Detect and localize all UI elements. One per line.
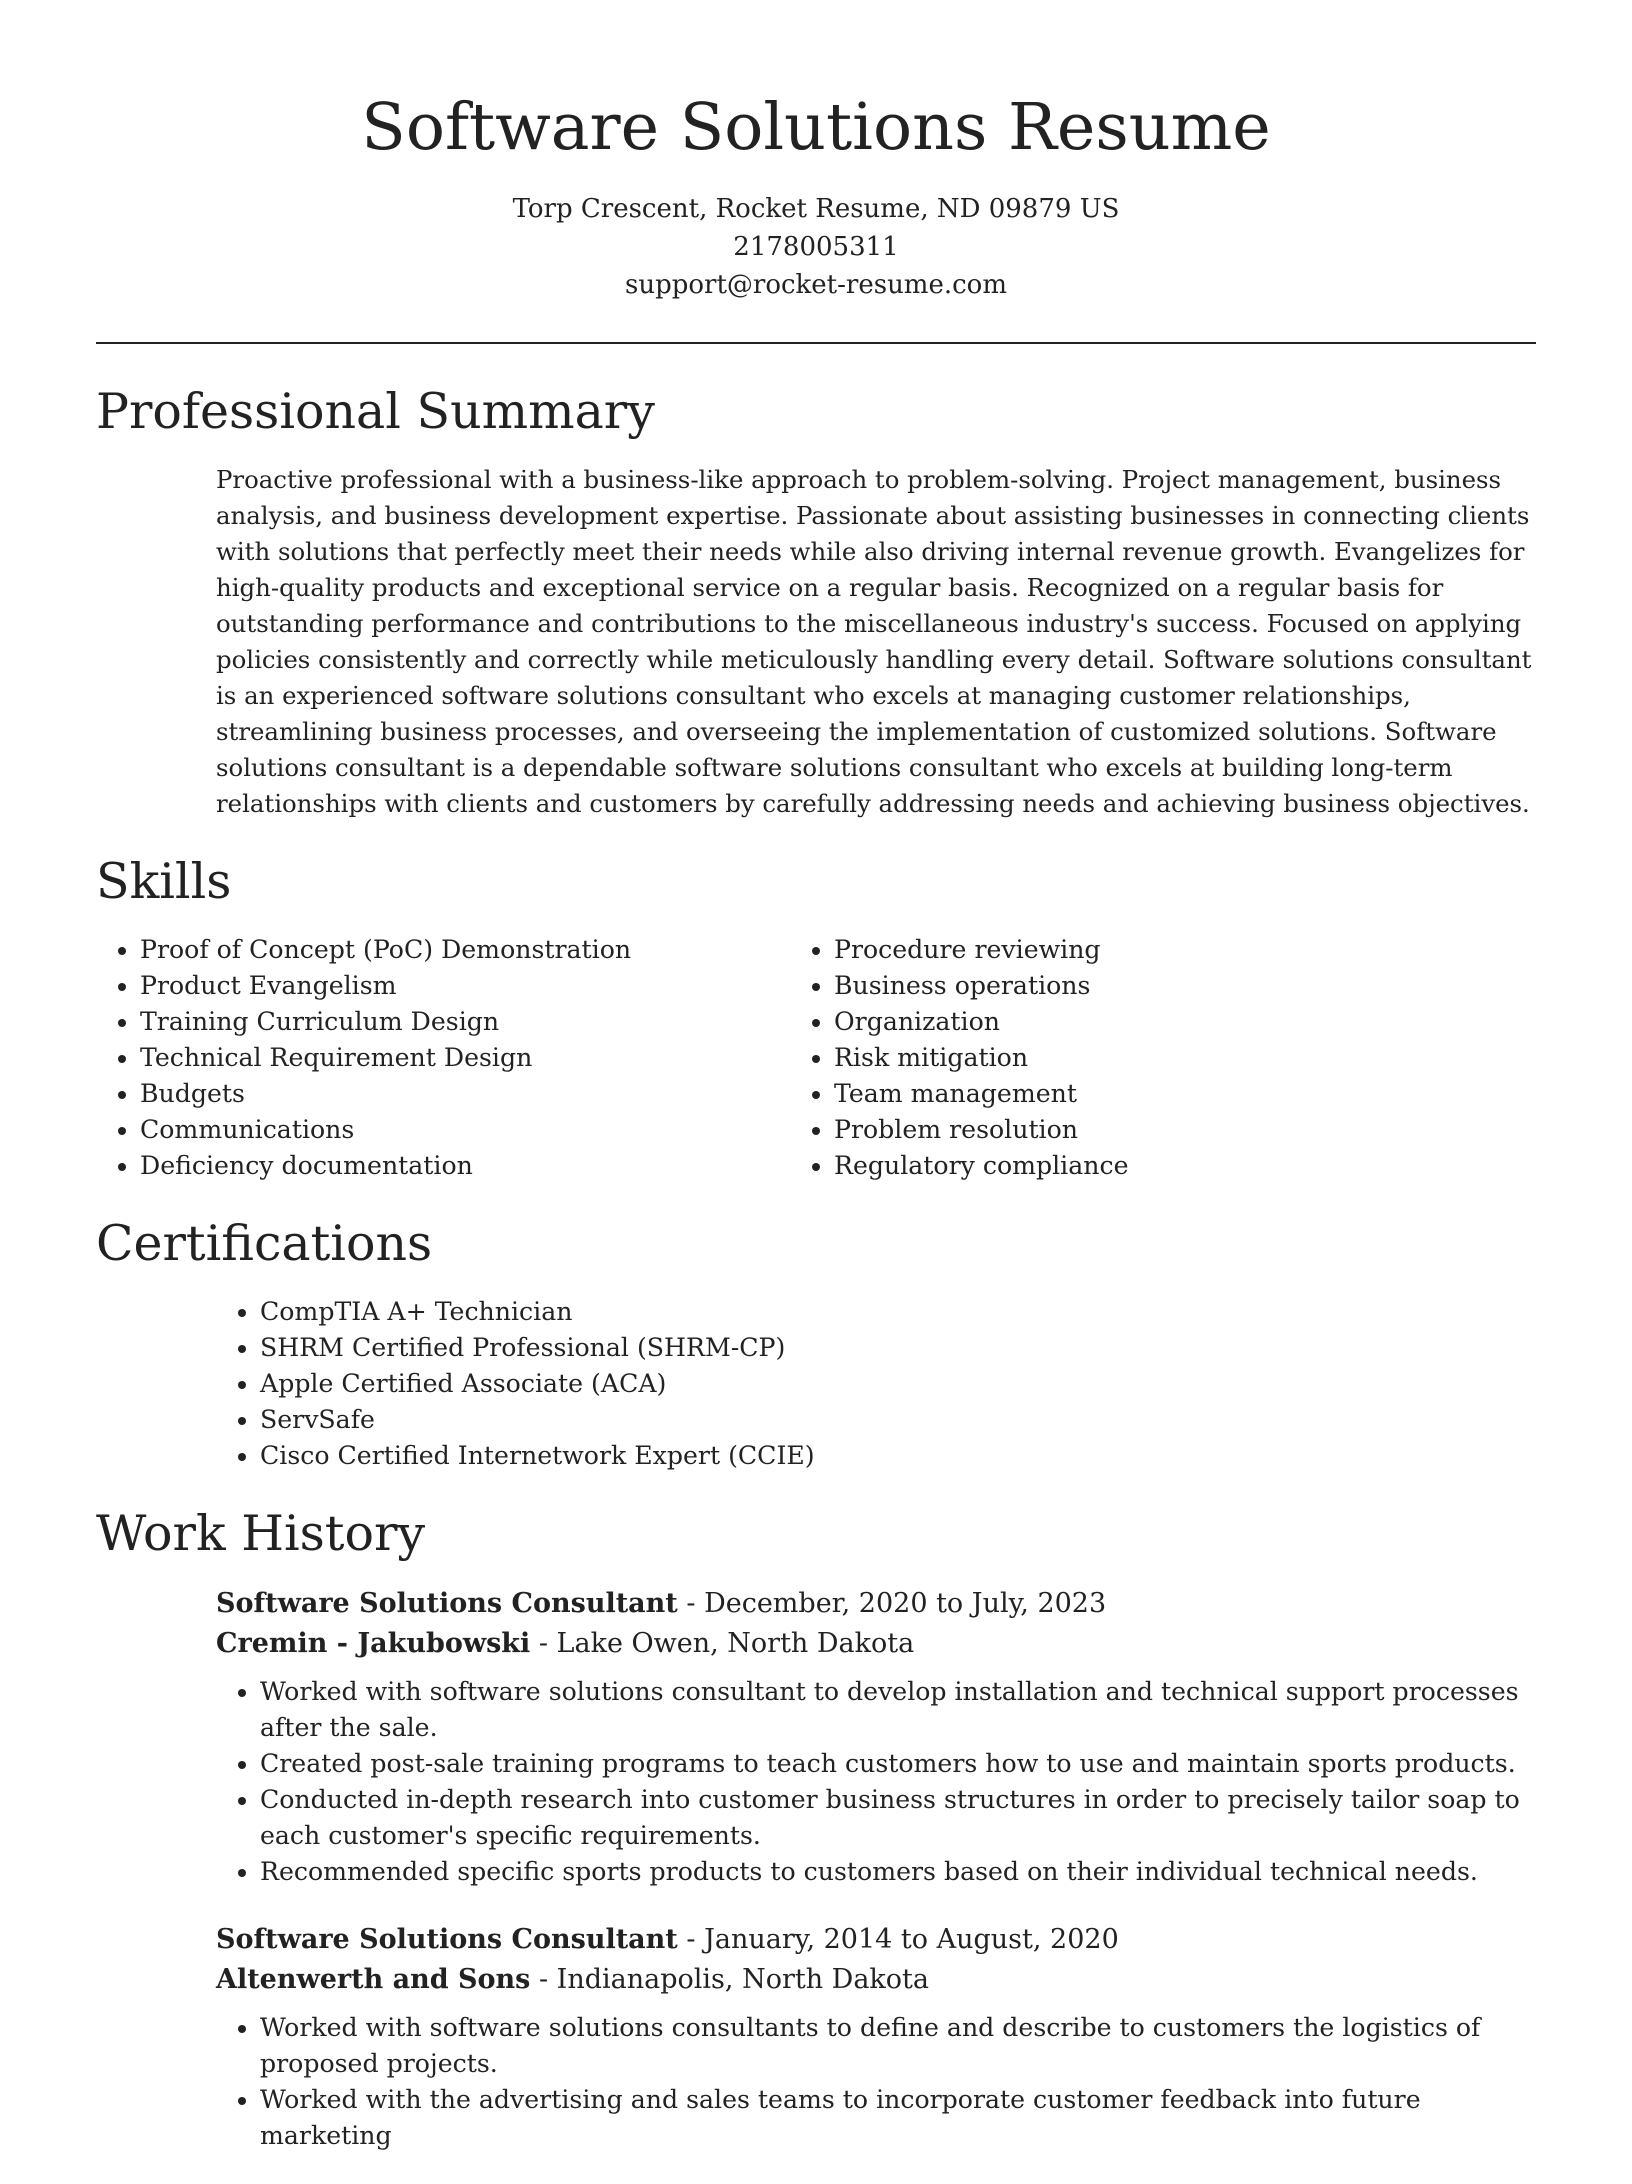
summary-text: Proactive professional with a business-like approach to problem-solving. Project management, business analysis, and business development expertise. Passionate about assisting businesses in connecting clients with solutions that perfectly meet their needs while also driving internal revenue growth. Evangelizes for high-quality products and exceptional service on a regular basis. Recognized on a regular basis for outstanding performance and contributions to the miscellaneous industry's success. Focused on applying policies consistently and correctly while meticulously handling every detail. Software solutions consultant is an experienced software solutions consultant who excels at managing customer relationships, streamlining business processes, and overseeing the implementation of customized solutions. Software solutions consultant is a dependable software solutions consultant who excels at building long-term relationships with clients and customers by carefully addressing needs and achieving business objectives. (216, 465, 1532, 818)
resume-header (96, 0, 1536, 304)
skill-item: • Business operations (834, 968, 1484, 1004)
skill-item: • Technical Requirement Design (140, 1040, 790, 1076)
skill-item: • Product Evangelism (140, 968, 790, 1004)
skill-item: • Proof of Concept (PoC) Demonstration (140, 932, 790, 968)
header-divider (96, 342, 1536, 344)
skill-item: • Team management (834, 1076, 1484, 1112)
skill-item: • Problem resolution (834, 1112, 1484, 1148)
job-dates: - January, 2014 to August, 2020 (677, 1924, 1119, 1955)
certification-item: • SHRM Certified Professional (SHRM-CP) (260, 1330, 1536, 1366)
skill-item: • Risk mitigation (834, 1040, 1484, 1076)
job-entry (216, 1584, 1536, 1890)
resume-title: Software Solutions Resume (361, 90, 1271, 165)
job-role: Software Solutions Consultant (216, 1588, 678, 1619)
certification-item: • Apple Certified Associate (ACA) (260, 1366, 1536, 1402)
job-location: - Indianapolis, North Dakota (530, 1964, 929, 1995)
skill-item: • Procedure reviewing (834, 932, 1484, 968)
skill-item: • Regulatory compliance (834, 1148, 1484, 1184)
job-bullets (216, 2010, 1536, 2154)
job-dates: - December, 2020 to July, 2023 (677, 1588, 1107, 1619)
skills-list (96, 932, 1536, 1184)
job-entry (216, 1920, 1536, 2154)
address: Torp Crescent, Rocket Resume, ND 09879 US (512, 194, 1120, 224)
skill-item: • Training Curriculum Design (140, 1004, 790, 1040)
work-history-heading: Work History (96, 1505, 426, 1562)
summary-heading: Professional Summary (96, 383, 655, 440)
skill-item: • Organization (834, 1004, 1484, 1040)
skill-item: • Budgets (140, 1076, 790, 1112)
job-bullet: • Worked with software solutions consultants to define and describe to customers the logistics of proposed projects. (260, 2010, 1536, 2082)
job-bullet: • Worked with software solutions consultant to develop installation and technical support processes after the sale. (260, 1674, 1536, 1746)
skill-item: • Deficiency documentation (140, 1148, 790, 1184)
certifications-list (216, 1294, 1536, 1474)
job-bullets (216, 1674, 1536, 1890)
skill-item: • Communications (140, 1112, 790, 1148)
job-bullet: • Created post-sale training programs to teach customers how to use and maintain sports products. (260, 1746, 1536, 1782)
job-company-line (216, 1624, 1536, 1664)
job-company: Cremin - Jakubowski (216, 1628, 531, 1659)
job-bullet: • Recommended specific sports products to customers based on their individual technical needs. (260, 1854, 1536, 1890)
certification-item: • CompTIA A+ Technician (260, 1294, 1536, 1330)
job-title-line (216, 1920, 1536, 1960)
email: support@rocket-resume.com (624, 270, 1007, 300)
work-history-list (216, 1584, 1536, 2154)
skills-heading: Skills (96, 853, 232, 910)
job-company: Altenwerth and Sons (216, 1964, 531, 1995)
job-bullet: • Worked with the advertising and sales teams to incorporate customer feedback into future marketing (260, 2082, 1536, 2154)
certifications-heading: Certifications (96, 1215, 433, 1272)
certification-item: • ServSafe (260, 1402, 1536, 1438)
skills-column-right (790, 932, 1484, 1184)
phone: 2178005311 (733, 232, 899, 262)
certification-item: • Cisco Certified Internetwork Expert (CCIE) (260, 1438, 1536, 1474)
resume-page (96, 0, 1536, 2184)
job-role: Software Solutions Consultant (216, 1924, 678, 1955)
job-location: - Lake Owen, North Dakota (530, 1628, 915, 1659)
skills-column-left (96, 932, 790, 1184)
job-bullet: • Conducted in-depth research into customer business structures in order to precisely tailor soap to each customer's specific requirements. (260, 1782, 1536, 1854)
job-title-line (216, 1584, 1536, 1624)
job-company-line (216, 1960, 1536, 2000)
